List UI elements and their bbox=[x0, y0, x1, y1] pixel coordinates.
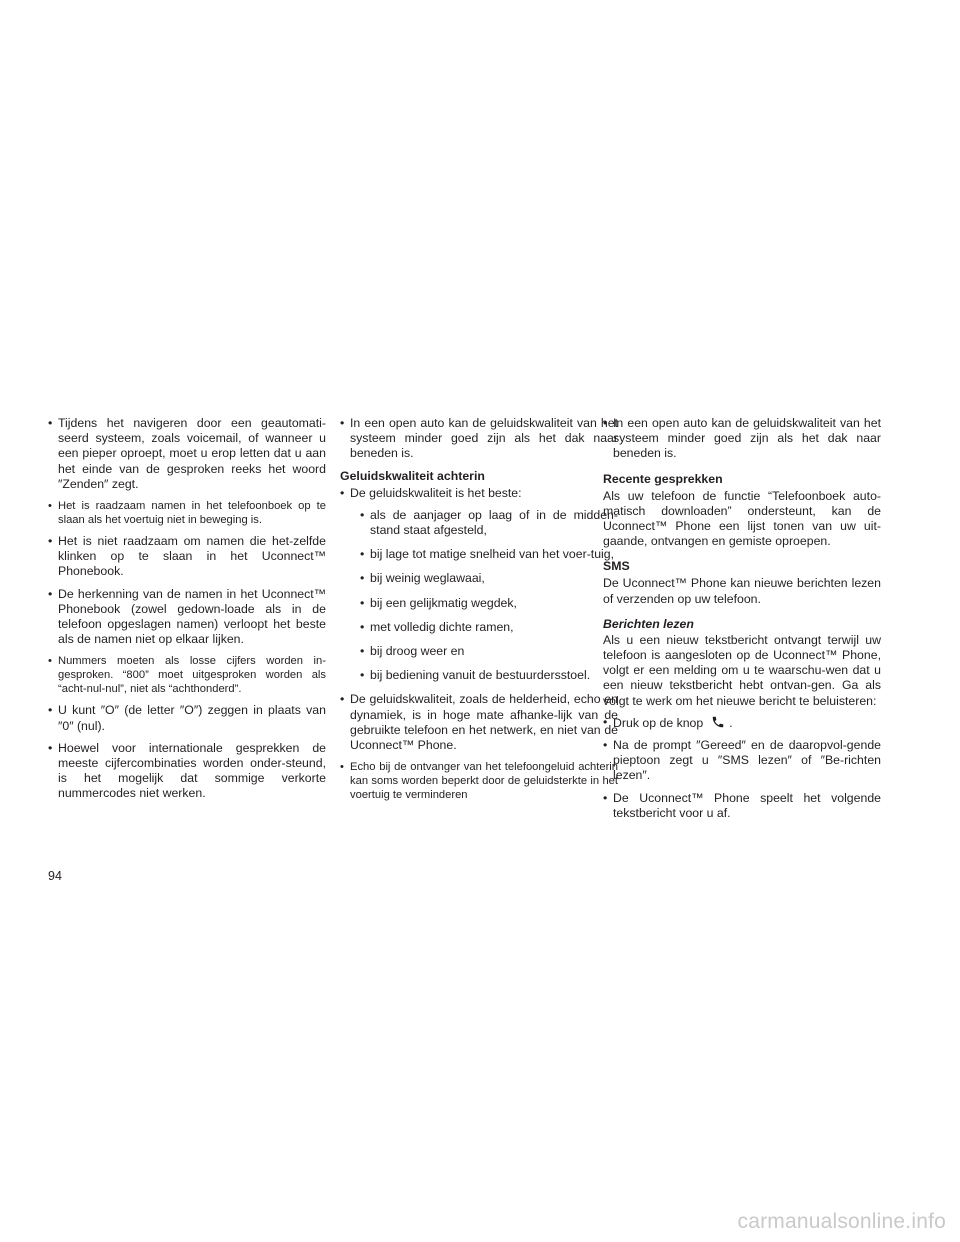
recent-calls-text: Als uw telefoon de functie “Telefoonboek auto-matisch downloaden” ondersteunt, kan de Uconnect™ Phone een lijst tonen van uw uit-gaande, ontvangen en gemiste oproepen. bbox=[603, 488, 881, 549]
list-item: • U kunt ″O″ (de letter ″O″) zeggen in plaats van ″0″ (nul). bbox=[48, 703, 326, 733]
list-item: • Hoewel voor internationale gesprekken de meeste cijfercombinaties worden onder-steund, is het mogelijk dat sommige verkorte nummercodes niet werken. bbox=[48, 741, 326, 802]
tips-list bbox=[48, 416, 326, 802]
section-heading-rear-quality: Geluidskwaliteit achterin bbox=[340, 468, 485, 483]
sub-list-item: • met volledig dichte ramen, bbox=[360, 620, 618, 635]
list-item: • De geluidskwaliteit, zoals de helderheid, echo en dynamiek, is in hoge mate afhanke-lijk van de gebruikte telefoon en het netwerk, en niet van de Uconnect™ Phone. bbox=[340, 692, 618, 753]
list-item: • Na de prompt ″Gereed″ en de daaropvol-gende pieptoon zegt u ″SMS lezen″ of ″Be-richten lezen″. bbox=[603, 738, 881, 784]
sub-list-item: • als de aanjager op laag of in de midden-stand staat afgesteld, bbox=[360, 508, 618, 538]
list-item bbox=[340, 486, 618, 684]
press-end: . bbox=[729, 715, 733, 730]
column-left bbox=[48, 416, 326, 809]
column-right bbox=[603, 416, 881, 828]
list-item: • Het is raadzaam namen in het telefoonboek op te slaan als het voertuig niet in beweging is. bbox=[48, 499, 326, 527]
list-item: • Tijdens het navigeren door een geautomati-seerd systeem, zoals voicemail, of wanneer u een pieper oproept, moet u erop letten dat u aan het einde van de gesproken reeks het woord ″Zenden″ zegt. bbox=[48, 416, 326, 492]
convertible-list bbox=[340, 416, 618, 462]
sub-list-item: • bij bediening vanuit de bestuurdersstoel. bbox=[360, 668, 618, 683]
sub-list-item: • bij een gelijkmatig wegdek, bbox=[360, 596, 618, 611]
list-item: • Echo bij de ontvanger van het telefoongeluid achterin kan soms worden beperkt door de geluidsterkte in het voertuig te verminderen bbox=[340, 760, 618, 802]
watermark: carmanualsonline.info bbox=[737, 1210, 946, 1233]
steps-list bbox=[603, 715, 881, 821]
list-item: • De Uconnect™ Phone speelt het volgende tekstbericht voor u af. bbox=[603, 791, 881, 821]
sub-list-item: • bij droog weer en bbox=[360, 644, 618, 659]
convertible-list-2 bbox=[603, 416, 881, 462]
list-item: • Het is niet raadzaam om namen die het-zelfde klinken op te slaan in het Uconnect™ Phonebook. bbox=[48, 534, 326, 580]
sub-list bbox=[360, 508, 618, 684]
list-item-text: De geluidskwaliteit is het beste: bbox=[350, 485, 522, 500]
list-item: • In een open auto kan de geluidskwaliteit van het systeem minder goed zijn als het dak naar beneden is. bbox=[603, 416, 881, 462]
phone-icon bbox=[710, 715, 726, 729]
section-heading-read-messages: Berichten lezen bbox=[603, 616, 694, 631]
sub-list-item: • bij weinig weglawaai, bbox=[360, 571, 618, 586]
list-item: • In een open auto kan de geluidskwaliteit van het systeem minder goed zijn als het dak naar beneden is. bbox=[340, 416, 618, 462]
quality-list bbox=[340, 486, 618, 803]
column-middle bbox=[340, 416, 618, 809]
sms-text: De Uconnect™ Phone kan nieuwe berichten lezen of verzenden op uw telefoon. bbox=[603, 576, 881, 606]
read-messages-text: Als u een nieuw tekstbericht ontvangt terwijl uw telefoon is aangesloten op de Uconnect™ Phone, volgt er een melding om u te waarschu-wen dat u een nieuw tekstbericht hebt ontvan-gen. Ga als volgt te werk om het nieuwe bericht te beluisteren: bbox=[603, 632, 881, 708]
page-number: 94 bbox=[48, 869, 62, 883]
sub-list-item: • bij lage tot matige snelheid van het voer-tuig, bbox=[360, 547, 618, 562]
section-heading-recent-calls: Recente gesprekken bbox=[603, 471, 723, 486]
section-heading-sms: SMS bbox=[603, 559, 630, 574]
press-text: Druk op de knop bbox=[613, 715, 704, 730]
list-item: • De herkenning van de namen in het Uconnect™ Phonebook (zowel gedown-loade als in de telefoon opgeslagen namen) verloopt het beste als de namen niet op elkaar lijken. bbox=[48, 587, 326, 648]
list-item bbox=[603, 715, 881, 731]
list-item: • Nummers moeten als losse cijfers worden in-gesproken. “800” moet uitgesproken worden als “acht-nul-nul”, niet als “achthonderd”. bbox=[48, 654, 326, 696]
